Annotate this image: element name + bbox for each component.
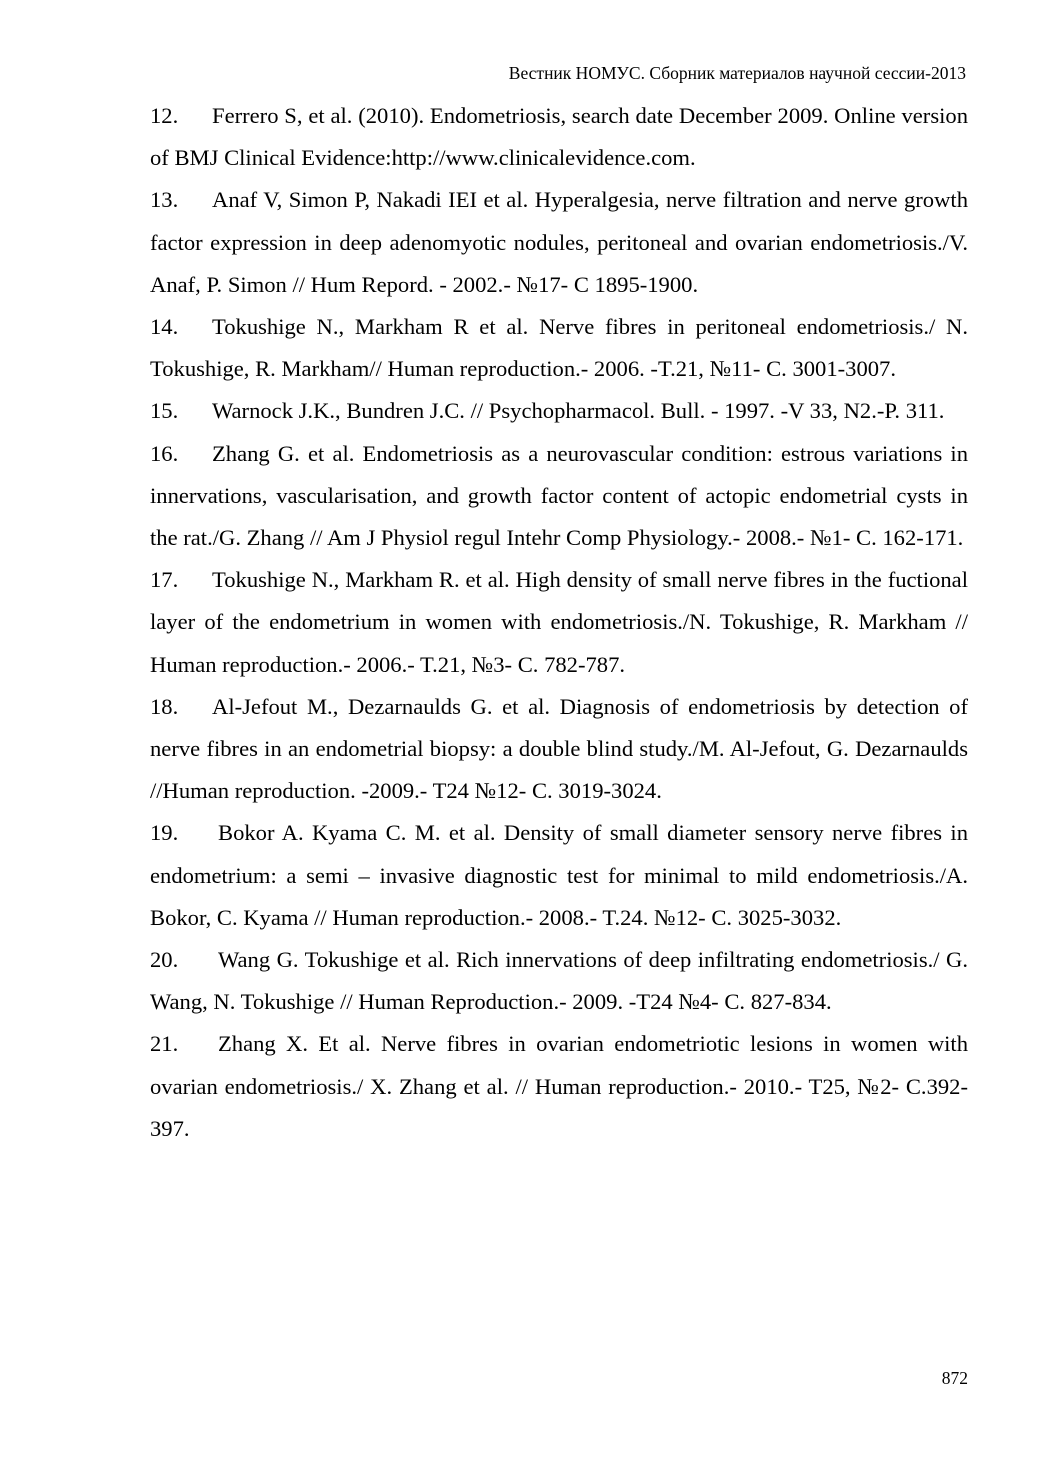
reference-list	[150, 95, 968, 1150]
reference-number: 18.	[150, 693, 179, 719]
reference-item-12	[150, 95, 968, 179]
reference-number: 21.	[150, 1031, 179, 1057]
reference-text: Wang G. Tokushige et al. Rich innervations of deep infiltrating endometriosis./ G. Wang, N. Tokushige // Human Reproduction.- 2009. -T24 №4- C. 827-834.	[150, 947, 968, 1015]
reference-text: Ferrero S, et al. (2010). Endometriosis, search date December 2009. Online version of BMJ Clinical Evidence:http://www.clinicalevidence.com.	[150, 103, 968, 171]
reference-text: Zhang G. et al. Endometriosis as a neurovascular condition: estrous variations in innervations, vascularisation, and growth factor content of actopic endometrial cysts in the rat./G. Zhang // Am J Physiol regul Intehr Comp Physiology.- 2008.- №1- C. 162-171.	[150, 440, 968, 551]
reference-item-17	[150, 559, 968, 686]
reference-text: Anaf V, Simon P, Nakadi IEI et al. Hyperalgesia, nerve filtration and nerve growth factor expression in deep adenomyotic nodules, peritoneal and ovarian endometriosis./V. Anaf, P. Simon // Hum Repord. - 2002.- №17- C 1895-1900.	[150, 187, 968, 297]
reference-item-19	[150, 812, 968, 939]
reference-text: Al-Jefout M., Dezarnaulds G. et al. Diagnosis of endometriosis by detection of nerve fibres in an endometrial biopsy: a double blind study./M. Al-Jefout, G. Dezarnaulds //Human reproduction. -2009.- T24 №12- C. 3019-3024.	[150, 693, 968, 804]
reference-item-21	[150, 1023, 968, 1150]
reference-number: 14.	[150, 314, 179, 340]
reference-item-20	[150, 939, 968, 1023]
page-number: 872	[941, 1368, 968, 1388]
reference-number: 19.	[150, 820, 179, 846]
reference-text: Bokor A. Kyama C. M. et al. Density of small diameter sensory nerve fibres in endometrium: a semi – invasive diagnostic test for minimal to mild endometriosis./A. Bokor, C. Kyama // Human reproduction.- 2008.- T.24. №12- C. 3025-3032.	[150, 820, 968, 930]
running-header: Вестник НОМУС. Сборник материалов научной сессии-2013	[508, 63, 966, 83]
reference-item-15	[150, 390, 968, 432]
reference-number: 15.	[150, 398, 179, 424]
reference-text: Tokushige N., Markham R et al. Nerve fibres in peritoneal endometriosis./ N. Tokushige, R. Markham// Human reproduction.- 2006. -T.21, №11- C. 3001-3007.	[150, 314, 968, 382]
reference-item-13	[150, 179, 968, 306]
reference-number: 13.	[150, 187, 179, 213]
reference-number: 12.	[150, 103, 179, 128]
reference-text: Tokushige N., Markham R. et al. High density of small nerve fibres in the fuctional layer of the endometrium in women with endometriosis./N. Tokushige, R. Markham // Human reproduction.- 2006.- T.21, №3- C. 782-787.	[150, 567, 968, 677]
reference-number: 16.	[150, 440, 179, 466]
reference-text: Zhang X. Et al. Nerve fibres in ovarian endometriotic lesions in women with ovarian endometriosis./ X. Zhang et al. // Human reproduction.- 2010.- T25, №2- C.392-397.	[150, 1031, 968, 1141]
reference-item-16	[150, 433, 968, 560]
reference-text: Warnock J.K., Bundren J.C. // Psychopharmacol. Bull. - 1997. -V 33, N2.-P. 311.	[212, 398, 945, 424]
reference-number: 20.	[150, 947, 179, 973]
reference-item-14	[150, 306, 968, 390]
reference-item-18	[150, 686, 968, 813]
reference-number: 17.	[150, 567, 179, 593]
